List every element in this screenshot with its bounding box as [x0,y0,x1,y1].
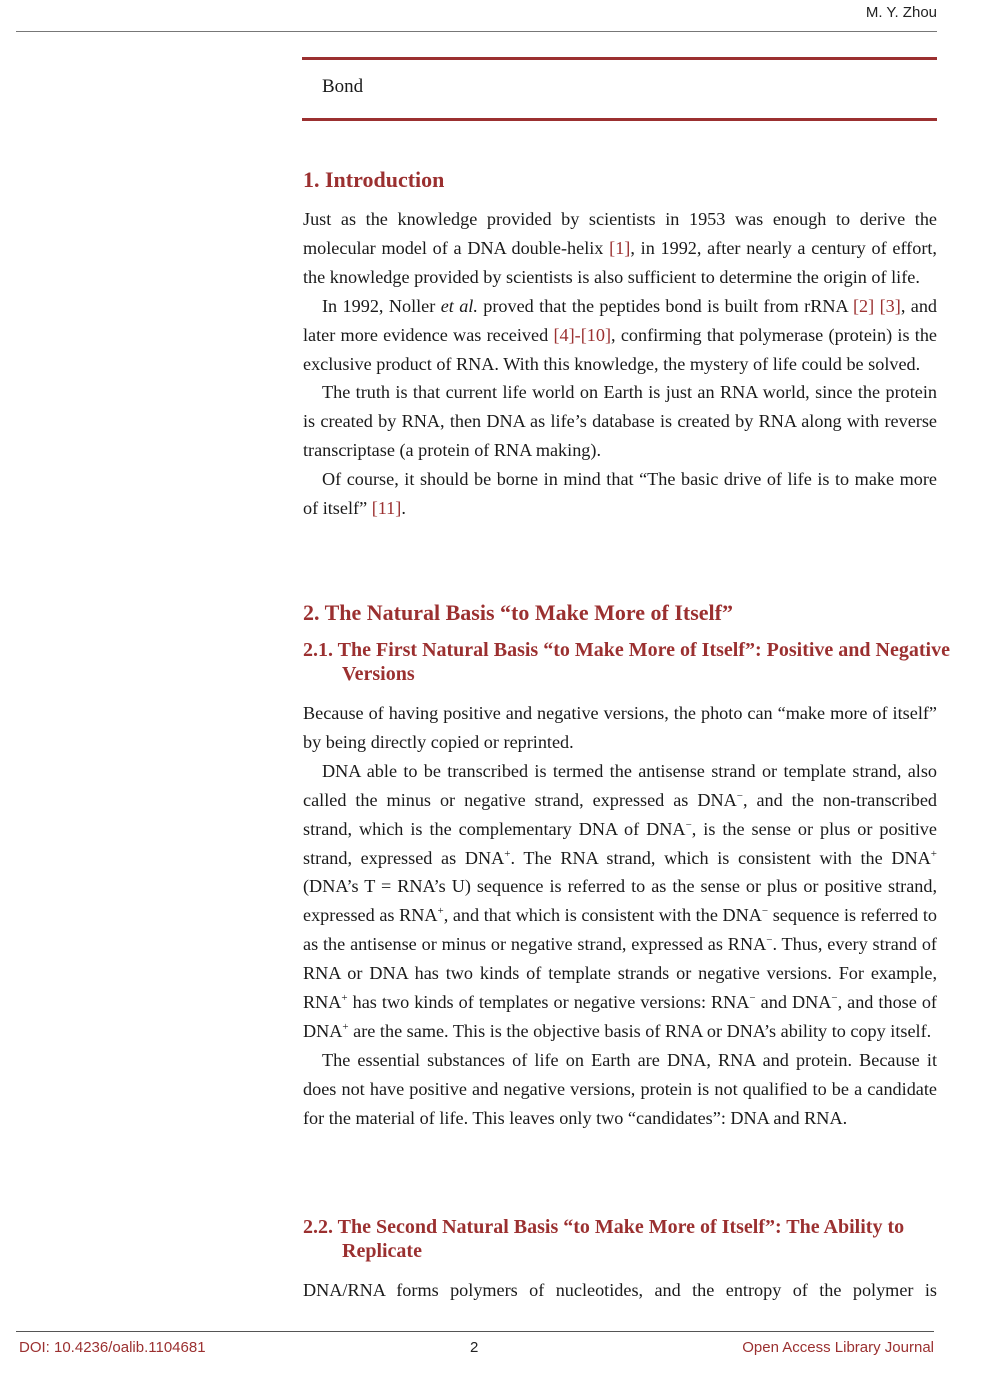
body-paragraph: Because of having positive and negative versions, the photo can “make more of itself” by being directly copied or reprinted. [303,703,937,752]
header-rule [16,31,937,32]
doi-link[interactable]: DOI: 10.4236/oalib.1104681 [19,1339,206,1356]
keywords-top-rule [302,57,937,60]
running-header-author: M. Y. Zhou [865,4,937,21]
keywords-text: Bond [322,76,364,97]
body-paragraph: DNA able to be transcribed is termed the antisense strand or template strand, also called the minus or negative strand, expressed as DNA−, and the non-transcribed strand, which is the complementary DNA of DNA−, is the sense or plus or positive strand, expressed as DNA+. The RNA strand, which is consistent with the DNA+ (DNA’s T = RNA’s U) sequence is referred to as the sense or plus or positive strand, expressed as RNA+, and that which is consistent with the DNA− sequence is referred to as the antisense or minus or negative strand, expressed as RNA−. Thus, every strand of RNA or DNA has two kinds of template strands or negative versions. For example, RNA+ has two kinds of templates or negative versions: RNA− and DNA−, and those of DNA+ are the same. This is the objective basis of RNA or DNA’s ability to copy itself. [303,760,938,1041]
keywords-bottom-rule [302,118,937,121]
citation-link[interactable]: [4]-[10] [553,324,612,345]
section-2-heading: 2. The Natural Basis “to Make More of Itself” [303,600,733,625]
footer-rule [16,1331,934,1332]
body-paragraph: The essential substances of life on Earth are DNA, RNA and protein. Because it does not have positive and negative versions, protein is not qualified to be a candidate for the material of life. This leaves only two “candidates”: DNA and RNA. [303,1049,937,1128]
subsection-2-2-body [303,1276,937,1305]
page-number: 2 [470,1339,479,1356]
section-1-body [303,205,937,523]
section-1-heading: 1. Introduction [303,167,445,192]
intro-paragraph-1: Just as the knowledge provided by scientists in 1953 was enough to derive the molecular model of a DNA double-helix [1], in 1992, after nearly a century of effort, the knowledge provided by scientists is also sufficient to determine the origin of life. [303,209,937,287]
intro-paragraph-3: The truth is that current life world on Earth is just an RNA world, since the protein is created by RNA, then DNA as life’s database is created by RNA along with reverse transcriptase (a protein of RNA making). [303,382,937,461]
journal-name-link[interactable]: Open Access Library Journal [742,1339,934,1356]
citation-link[interactable]: [2] [852,295,875,316]
subsection-2-2-heading: 2.2. The Second Natural Basis “to Make More of Itself”: The Ability to Replicate [303,1216,905,1262]
body-paragraph: DNA/RNA forms polymers of nucleotides, and the entropy of the polymer is [303,1280,937,1300]
subsection-2-1-body [303,699,937,1133]
intro-paragraph-2: In 1992, Noller et al. proved that the peptides bond is built from rRNA [2] [3], and later more evidence was received [4]-[10], confirming that polymerase (protein) is the exclusive product of RNA. With this knowledge, the mystery of life could be solved. [303,295,938,374]
intro-paragraph-4: Of course, it should be borne in mind that “The basic drive of life is to make more of itself” [11]. [303,469,937,519]
citation-link[interactable]: [3] [879,295,901,316]
citation-link[interactable]: [11] [371,498,402,519]
citation-link[interactable]: [1] [609,237,631,258]
subsection-2-1-heading: 2.1. The First Natural Basis “to Make More of Itself”: Positive and Negative Versions [303,639,950,685]
